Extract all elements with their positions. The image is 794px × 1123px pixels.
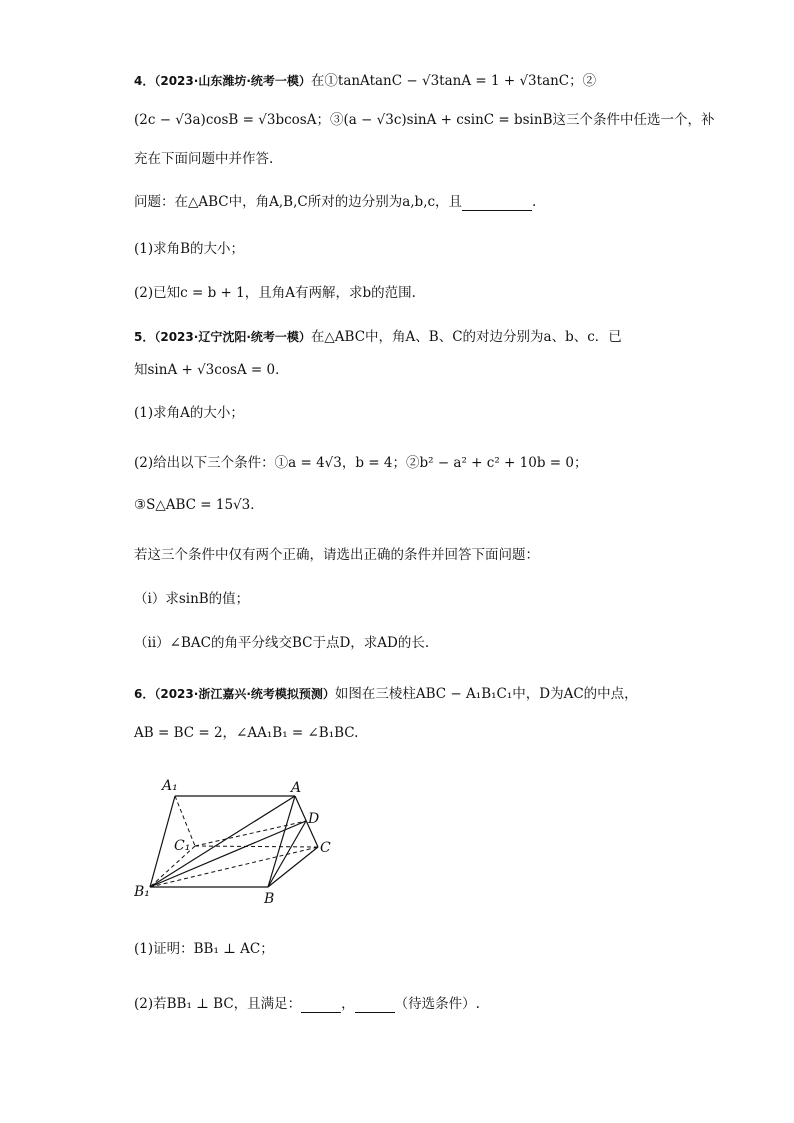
problem-4-stem-3: 充在下面问题中并作答. — [134, 151, 274, 167]
problem-6-line-1 — [134, 685, 638, 703]
problem-5-line-1 — [134, 328, 622, 346]
problem-6-comma: ， — [341, 996, 355, 1012]
problem-4-question — [134, 193, 536, 211]
problem-5-part-2 — [134, 454, 587, 472]
problem-5-line-2 — [134, 361, 289, 379]
label-c1: C₁ — [174, 838, 191, 854]
problem-4-line-2 — [134, 111, 715, 129]
problem-5-part-1-text: (1)求角A的大小； — [134, 405, 244, 421]
label-a: A — [291, 780, 302, 796]
label-b: B — [264, 891, 275, 907]
edge-b-c — [268, 847, 318, 887]
label-c: C — [320, 840, 331, 856]
problem-5-sub-i-text: （i）求sinB的值； — [134, 591, 250, 607]
problem-6-source: （2023·浙江嘉兴·统考模拟预测） — [154, 687, 335, 701]
edge-a-b — [268, 796, 295, 887]
problem-6-part-2-tail: （待选条件）. — [394, 996, 480, 1012]
problem-5-instruction-text: 若这三个条件中仅有两个正确，请选出正确的条件并回答下面问题： — [134, 547, 539, 563]
condition-blank-2[interactable] — [355, 998, 395, 1013]
problem-5-sub-i — [134, 590, 249, 608]
problem-5-stem-1: 在△ABC中，角A、B、C的对边分别为a、b、c．已 — [310, 329, 622, 345]
problem-4-stem-1: 在①tanAtanC − √3tanA = 1 + √3tanC；② — [310, 73, 597, 89]
problem-4-line-1 — [134, 72, 596, 90]
problem-5-number: 5． — [134, 330, 155, 344]
prism-figure — [134, 772, 344, 908]
problem-4-source: （2023·山东潍坊·统考一模） — [154, 74, 311, 88]
edge-c1-d — [195, 821, 306, 846]
problem-5-sub-ii-text: （ii）∠BAC的角平分线交BC于点D，求AD的长. — [134, 635, 430, 651]
problem-5-stem-2: 知sinA + √3cosA = 0． — [134, 362, 289, 378]
problem-6-line-2 — [134, 724, 358, 742]
answer-blank[interactable] — [462, 196, 532, 211]
problem-5-sub-ii — [134, 634, 429, 652]
problem-4-question-suffix: . — [532, 194, 537, 210]
problem-4-part-2-text: (2)已知c = b + 1，且角A有两解，求b的范围. — [134, 285, 416, 301]
problem-4-number: 4． — [134, 74, 155, 88]
problem-6-number: 6． — [134, 687, 155, 701]
problem-4-part-1-text: (1)求角B的大小； — [134, 241, 245, 257]
problem-4-part-1 — [134, 240, 244, 258]
condition-blank-1[interactable] — [301, 998, 341, 1013]
problem-5-part-2-text: (2)给出以下三个条件：①a = 4√3，b = 4；②b² − a² + c² + 10b = 0； — [134, 455, 588, 471]
edge-b1-d — [150, 821, 306, 887]
problem-4-part-2 — [134, 284, 416, 302]
problem-4-stem-2: (2c − √3a)cosB = √3bcosA；③(a − √3c)sinA + csinC = bsinB这三个条件中任选一个，补 — [134, 112, 715, 128]
problem-4-question-prefix: 问题：在△ABC中，角A,B,C所对的边分别为a,b,c，且 — [134, 194, 463, 210]
problem-5-source: （2023·辽宁沈阳·统考一模） — [154, 330, 311, 344]
label-a1: A₁ — [162, 778, 178, 794]
problem-5-instruction — [134, 546, 539, 564]
problem-4-line-3 — [134, 150, 273, 168]
problem-6-part-1-text: (1)证明：BB₁ ⊥ AC； — [134, 941, 274, 957]
problem-6-part-2-text: (2)若BB₁ ⊥ BC，且满足： — [134, 996, 302, 1012]
problem-6-stem-1: 如图在三棱柱ABC − A₁B₁C₁中，D为AC的中点， — [334, 686, 638, 702]
problem-5-part-1 — [134, 404, 244, 422]
problem-6-part-2 — [134, 995, 480, 1013]
problem-5-condition-3-text: ③S△ABC = 15√3． — [134, 497, 264, 513]
problem-6-stem-2: AB = BC = 2，∠AA₁B₁ = ∠B₁BC. — [134, 725, 359, 741]
label-b1: B₁ — [134, 884, 150, 900]
label-d: D — [308, 811, 320, 827]
problem-5-condition-3 — [134, 496, 264, 514]
problem-6-part-1 — [134, 940, 274, 958]
